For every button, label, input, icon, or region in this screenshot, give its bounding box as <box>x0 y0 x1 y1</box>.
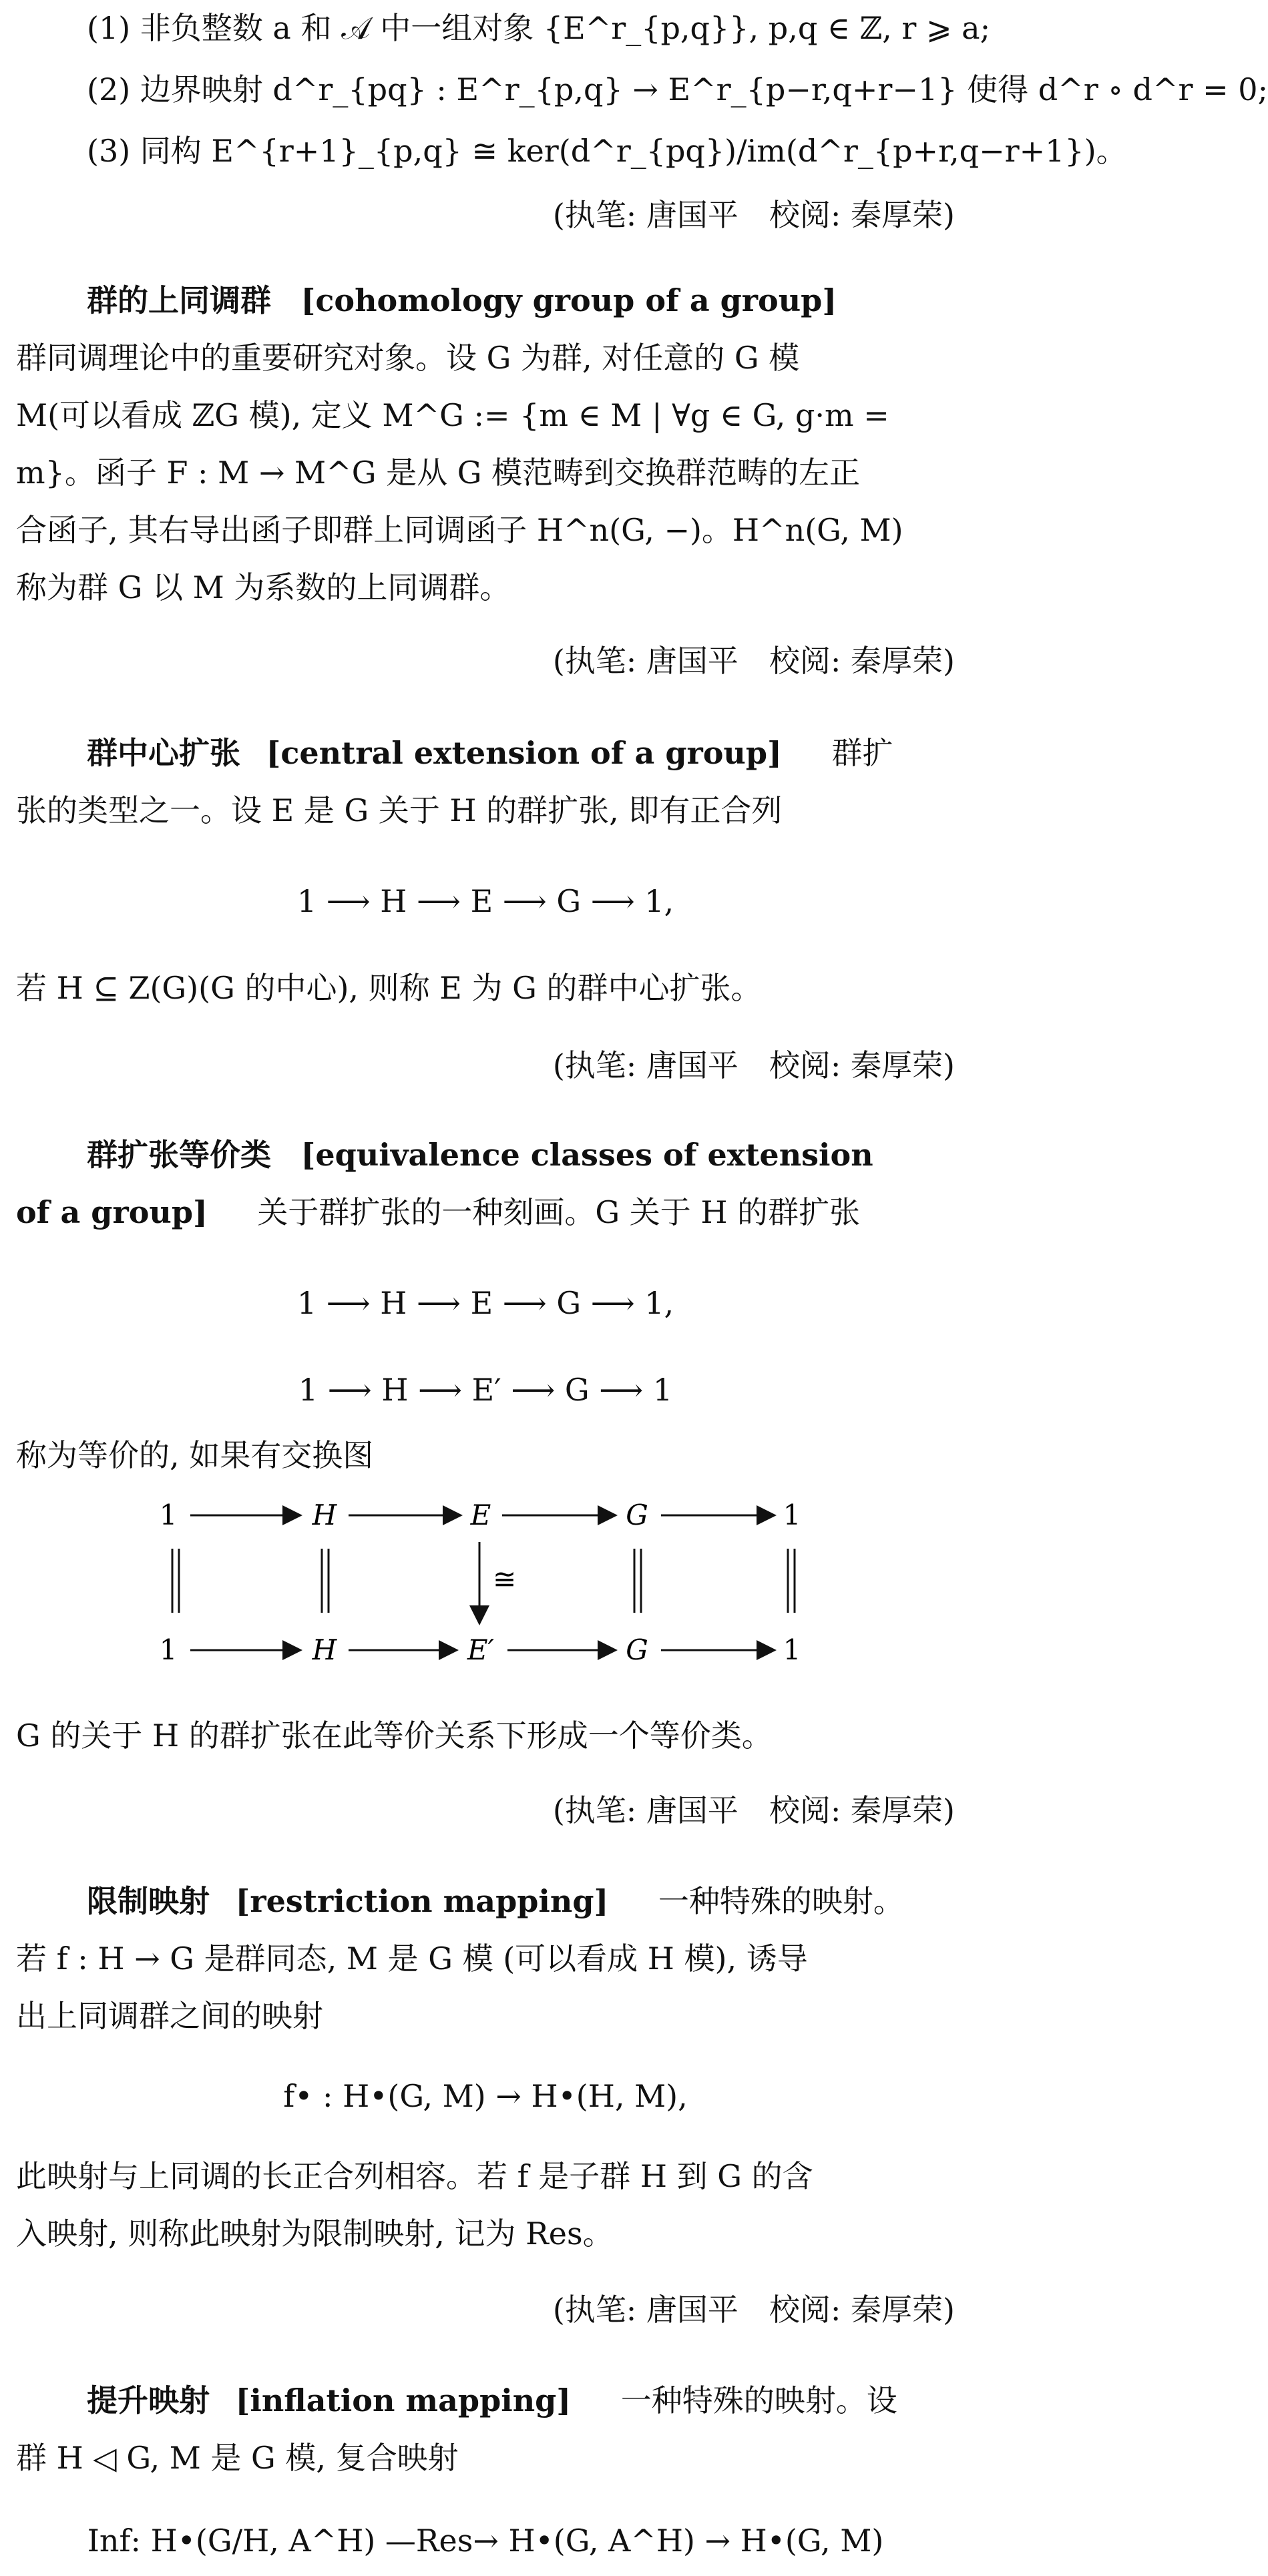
commutative-diagram <box>0 1495 971 1696</box>
paragraph-line: 此映射与上同调的长正合列相容。若 f 是子群 H 到 G 的含 <box>16 2158 813 2194</box>
list-item-3: (3) 同构 E^{r+1}_{p,q} ≅ ker(d^r_{pq})/im(d^r_{p+r,q−r+1})。 <box>87 133 1127 169</box>
entry-term: 限制映射 <box>87 1883 210 1919</box>
equation: Inf: H•(G/H, A^H) —Res→ H•(G, A^H) → H•(G, M) <box>87 2523 884 2559</box>
entry-english: [inflation mapping] <box>235 2382 572 2418</box>
equation: 1 ⟶ H ⟶ E ⟶ G ⟶ 1, <box>296 1285 674 1321</box>
signature: (执笔: 唐国平 校阅: 秦厚荣) <box>552 643 955 679</box>
entry-term: 群中心扩张 <box>87 735 240 771</box>
paragraph-line: 称为等价的, 如果有交换图 <box>16 1437 374 1473</box>
iso-label: ≅ <box>493 1563 517 1595</box>
entry-english: [restriction mapping] <box>235 1883 609 1919</box>
paragraph-line: 群同调理论中的重要研究对象。设 G 为群, 对任意的 G 模 <box>16 340 800 376</box>
paragraph-line: G 的关于 H 的群扩张在此等价关系下形成一个等价类。 <box>16 1718 773 1754</box>
signature: (执笔: 唐国平 校阅: 秦厚荣) <box>552 1047 955 1083</box>
diagram-node: H <box>312 1633 337 1666</box>
entry-english: [equivalence classes of extension <box>300 1137 873 1173</box>
diagram-node: 1 <box>159 1499 178 1531</box>
entry-heading <box>87 2380 955 2420</box>
paragraph-line: M(可以看成 ℤG 模), 定义 M^G := {m ∈ M | ∀g ∈ G, g·m = <box>16 397 889 433</box>
diagram-node: H <box>312 1499 337 1531</box>
diagram-node: 1 <box>783 1499 801 1531</box>
entry-english: [cohomology group of a group] <box>300 282 837 318</box>
diagram-node: 1 <box>159 1633 178 1666</box>
signature: (执笔: 唐国平 校阅: 秦厚荣) <box>552 1792 955 1828</box>
paragraph-line: 群 H ◁ G, M 是 G 模, 复合映射 <box>16 2440 459 2476</box>
equation: f• : H•(G, M) → H•(H, M), <box>283 2078 688 2114</box>
paragraph-line: 称为群 G 以 M 为系数的上同调群。 <box>16 569 511 605</box>
entry-term: 提升映射 <box>87 2382 210 2418</box>
paragraph-line: 张的类型之一。设 E 是 G 关于 H 的群扩张, 即有正合列 <box>16 792 783 828</box>
diagram-node: E′ <box>467 1633 495 1666</box>
paragraph-text: 一种特殊的映射。 <box>658 1883 904 1919</box>
paragraph-text: 关于群扩张的一种刻画。G 关于 H 的群扩张 <box>257 1194 861 1230</box>
equation: 1 ⟶ H ⟶ E′ ⟶ G ⟶ 1 <box>298 1372 673 1408</box>
diagram-node: G <box>626 1633 648 1666</box>
paragraph-text: 群扩 <box>831 735 893 771</box>
paragraph-line: 若 H ⊆ Z(G)(G 的中心), 则称 E 为 G 的群中心扩张。 <box>16 970 762 1006</box>
paragraph-line: 合函子, 其右导出函子即群上同调函子 H^n(G, −)。H^n(G, M) <box>16 512 903 548</box>
entry-english: [central extension of a group] <box>266 735 782 771</box>
entry-term: 群的上同调群 <box>87 282 271 318</box>
entry-heading <box>87 733 955 773</box>
entry-heading <box>87 1881 955 1921</box>
entry-heading <box>87 1135 955 1175</box>
diagram-node: E <box>470 1499 491 1531</box>
equation: 1 ⟶ H ⟶ E ⟶ G ⟶ 1, <box>296 883 674 919</box>
diagram-node: 1 <box>783 1633 801 1666</box>
diagram-node: G <box>626 1499 648 1531</box>
entry-english: of a group] <box>16 1194 208 1230</box>
paragraph-line: 出上同调群之间的映射 <box>16 1998 323 2034</box>
paragraph-line: 若 f : H → G 是群同态, M 是 G 模 (可以看成 H 模), 诱导 <box>16 1941 808 1977</box>
list-item-2: (2) 边界映射 d^r_{pq} : E^r_{p,q} → E^r_{p−r,q+r−1} 使得 d^r ∘ d^r = 0; <box>87 71 1268 107</box>
entry-heading-cont <box>16 1192 955 1232</box>
paragraph-line: m}。函子 F : M → M^G 是从 G 模范畴到交换群范畴的左正 <box>16 455 861 491</box>
entry-term: 群扩张等价类 <box>87 1137 271 1173</box>
paragraph-text: 一种特殊的映射。设 <box>620 2382 897 2418</box>
signature: (执笔: 唐国平 校阅: 秦厚荣) <box>552 197 955 233</box>
paragraph-line: 入映射, 则称此映射为限制映射, 记为 Res。 <box>16 2216 614 2252</box>
signature: (执笔: 唐国平 校阅: 秦厚荣) <box>552 2292 955 2328</box>
list-item-1: (1) 非负整数 a 和 𝒜 中一组对象 {E^r_{p,q}}, p,q ∈ ℤ, r ⩾ a; <box>87 10 991 46</box>
entry-heading <box>87 280 955 320</box>
